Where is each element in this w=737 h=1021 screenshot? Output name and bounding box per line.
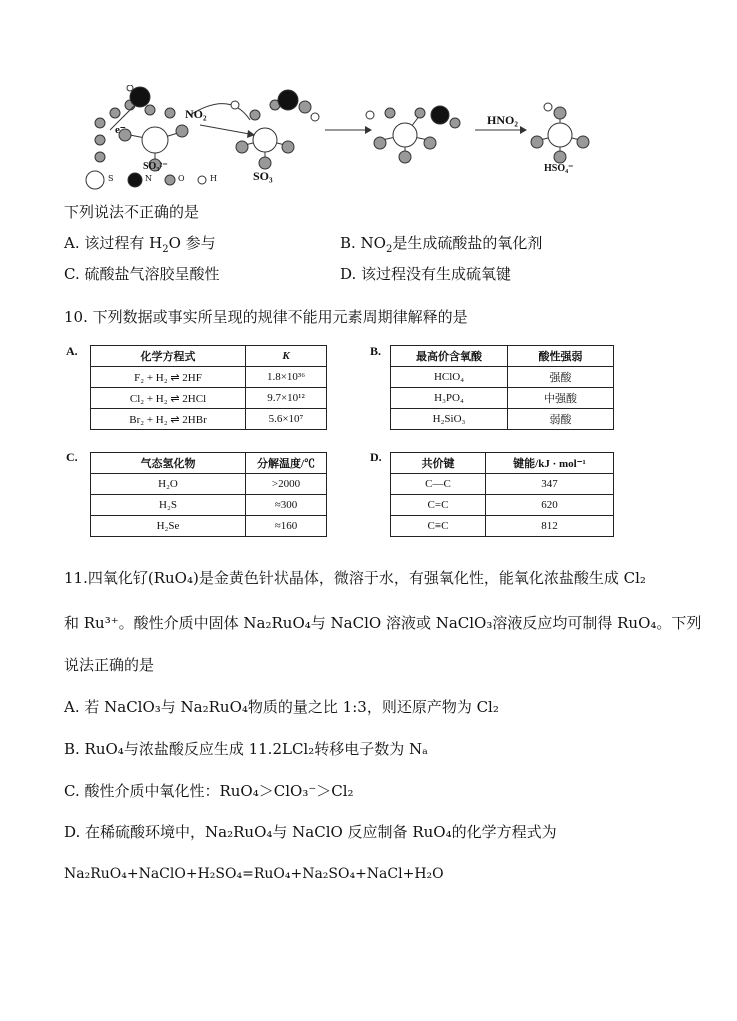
so3-ion-label: SO₃²⁻ xyxy=(143,161,168,172)
intermediate-cluster xyxy=(366,106,460,163)
q11-stem-line2: 和 Ru³⁺。酸性介质中固体 Na₂RuO₄与 NaClO 溶液或 NaClO₃溶液反应均可制得 RuO₄。下列 xyxy=(64,614,702,632)
legend-o: O xyxy=(178,174,185,183)
q9-option-c: C. 硫酸盐气溶胶呈酸性 xyxy=(64,265,220,283)
reaction-mechanism-diagram xyxy=(70,85,610,195)
q10-table-c: 气态氢化物 分解温度/℃ H₂O >2000 H₂S ≈300 H₂Se ≈160 xyxy=(90,452,327,537)
q10-table-a: 化学方程式 K F₂ + H₂ ⇌ 2HF 1.8×10³⁶ Cl₂ + H₂ ⇌ 2HCl 9.7×10¹² Br₂ + H₂ ⇌ 2HBr 5.6×10⁷ xyxy=(90,345,327,430)
so3-ion-cluster xyxy=(95,85,188,171)
q10-stem: 10. 下列数据或事实所呈现的规律不能用元素周期律解释的是 xyxy=(64,308,468,326)
so3-label: SO₃ xyxy=(253,169,273,183)
q11-stem-line3: 说法正确的是 xyxy=(64,656,155,674)
q10-table-d-tag: D. xyxy=(370,450,382,464)
q11-option-c: C. 酸性介质中氧化性：RuO₄＞ClO₃⁻＞Cl₂ xyxy=(64,782,354,800)
legend-h: H xyxy=(210,174,217,183)
q10-table-c-tag: C. xyxy=(66,450,78,464)
q10-table-b-tag: B. xyxy=(370,344,382,358)
legend-n: N xyxy=(145,174,152,183)
q9-option-a: A. 该过程有 $H_2O$ 参与 xyxy=(64,234,216,255)
q10-table-d: 共价键 键能/kJ · mol⁻¹ C—C 347 C=C 620 C≡C 812 xyxy=(390,452,614,537)
no2-label: NO₂ xyxy=(185,107,207,121)
q10-table-a-tag: A. xyxy=(66,344,78,358)
q9-stem: 下列说法不正确的是 xyxy=(64,203,200,221)
q11-stem-line1: 11.四氧化钌(RuO₄)是金黄色针状晶体，微溶于水，有强氧化性，能氧化浓盐酸生成 Cl₂ xyxy=(64,569,646,587)
electron-label: e⁻ xyxy=(115,124,126,136)
hso4-label: HSO₄⁻ xyxy=(544,163,574,174)
q11-equation: Na₂RuO₄+NaClO+H₂SO₄=RuO₄+Na₂SO₄+NaCl+H₂O xyxy=(64,866,444,882)
hso4-cluster xyxy=(531,103,589,163)
q9-option-d: D. 该过程没有生成硫氧键 xyxy=(340,265,512,283)
legend-s: S xyxy=(108,174,114,183)
q9-option-b: B. $NO_2$是生成硫酸盐的氧化剂 xyxy=(340,234,543,255)
q11-option-d: D. 在稀硫酸环境中，Na₂RuO₄与 NaClO 反应制备 RuO₄的化学方程式为 xyxy=(64,823,557,841)
q11-option-b: B. RuO₄与浓盐酸反应生成 11.2LCl₂转移电子数为 Nₐ xyxy=(64,740,428,758)
so3-cluster xyxy=(231,90,319,169)
q11-option-a: A. 若 NaClO₃与 Na₂RuO₄物质的量之比 1:3，则还原产物为 Cl₂ xyxy=(64,698,499,716)
q10-table-b: 最高价含氧酸 酸性强弱 HClO₄ 强酸 H₃PO₄ 中强酸 H₂SiO₃ 弱酸 xyxy=(390,345,614,430)
hno2-label: HNO₂ xyxy=(487,113,518,127)
